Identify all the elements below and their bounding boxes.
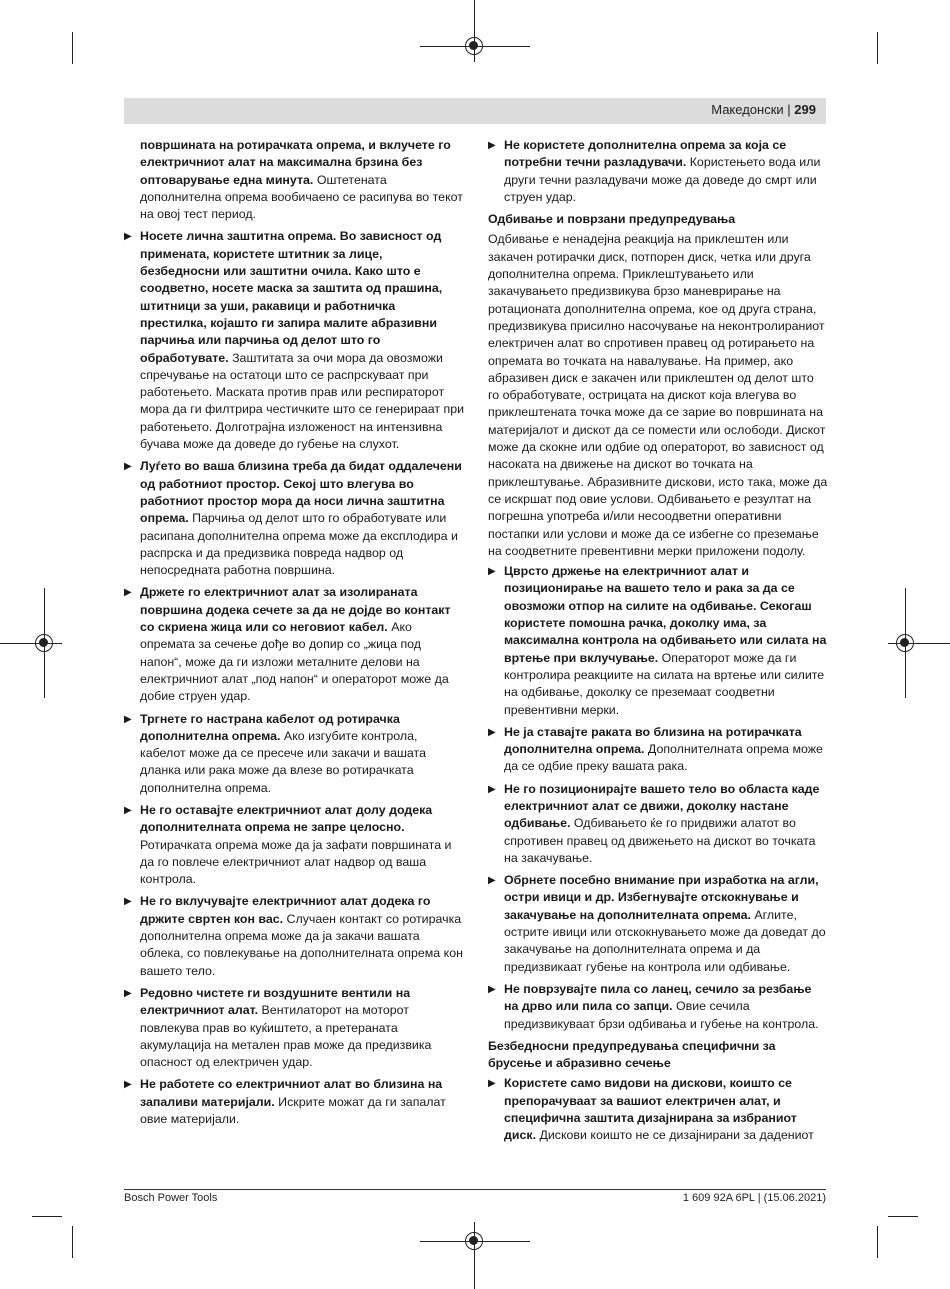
bullet-arrow-icon: ▶ <box>488 1078 496 1090</box>
crop-mark <box>72 32 73 64</box>
left-column <box>124 137 464 1133</box>
list-item <box>488 872 828 976</box>
bullet-arrow-icon: ▶ <box>124 587 132 599</box>
item-text: Дискови коишто не се дизајнирани за дадениот <box>536 1128 814 1143</box>
list-item <box>124 458 464 579</box>
item-text: Користењето вода или други течни разладувачи може да доведе до смрт или струен удар. <box>504 155 821 204</box>
page-header-text <box>711 102 816 117</box>
list-item <box>124 1076 464 1128</box>
registration-mark-icon <box>465 1232 483 1250</box>
page-header <box>124 98 826 124</box>
page-number: 299 <box>794 102 816 117</box>
crop-mark <box>888 1216 918 1217</box>
item-text: Одбивањето ќе го придвижи алатот во спротивен правец од движењето на дискот во точката на закачување. <box>504 816 816 865</box>
bullet-arrow-icon: ▶ <box>488 140 496 151</box>
item-text: Парчиња од делот што го обработувате или расипана дополнителна опрема може да експлодира и распрска и да предизвика повреда надвор од непосредната работна површина. <box>140 511 458 578</box>
item-text: Операторот може да ги контролира реакциите на силата на вртење или силите на одбивање, доколку се преземаат соодветни превентивни мерки. <box>504 650 825 717</box>
bullet-arrow-icon: ▶ <box>488 983 496 995</box>
list-item <box>124 711 464 797</box>
item-bold-text: Луѓето во ваша близина треба да бидат оддалечени од работниот простор. Секој што влегува во работниот простор мора да носи лична заштитна опрема. <box>140 459 462 526</box>
header-separator: | <box>787 102 791 117</box>
item-text: Аглите, острите ивици или отскокнувањето може да доведат до закачување на дополнителната опрема и да предизвикаат губење на контрола или одбивање. <box>504 907 826 974</box>
bullet-arrow-icon: ▶ <box>124 987 132 999</box>
right-column <box>488 137 828 1150</box>
bullet-arrow-icon: ▶ <box>488 875 496 887</box>
list-item <box>488 563 828 719</box>
item-text: Овие сечила предизвикуваат брзи одбивања и губење на контрола. <box>504 999 819 1031</box>
section-paragraph: Одбивање е ненадејна реакција на приклештен или закачен ротирачки диск, потпорен диск, четка или друга дополнителна опрема. Приклештувањето или закачувањето предизвикува брзо маневрирање на ротационата дополнителна опрема, кое од друга страна, предизвикува присилно насочување на неконтролираниот електричен алат во спротивен правец од ротирањето на опремата во точката на навалување. На пример, ако абразивен диск е закачен или приклештен од делот што го обработувате, острицата на дискот која влегува во приклештената точка може да се зарие во површината на материјалот и дискот да се помести или ослободи. Дискот може да скокне или одбие од операторот, во зависност од насоката на движење на дискот во точката на приклештување. Абразивните дискови, исто така, може да се искршат под овие услови. Одбивањето е резултат на погрешна употреба и/или несоодветни оперативни постапки или услови и може да се избегне со преземање на соодветните превентивни мерки приложени подолу. <box>488 232 828 558</box>
list-item <box>488 137 828 206</box>
item-bold-text: Не користете дополнителна опрема за која се потребни течни разладувачи. <box>504 138 787 170</box>
item-text: Дополнителната опрема може да се одбие преку вашата рака. <box>504 742 823 774</box>
list-item <box>124 584 464 705</box>
registration-mark-icon <box>35 634 53 652</box>
section-heading: Одбивање и поврзани предупредувања <box>488 212 736 227</box>
list-item <box>488 1075 828 1144</box>
item-text: Искрите можат да ги запалат овие материјали. <box>140 1094 446 1127</box>
bullet-arrow-icon: ▶ <box>124 461 132 473</box>
crop-mark <box>72 1226 73 1258</box>
bullet-arrow-icon: ▶ <box>124 804 132 816</box>
bullet-arrow-icon: ▶ <box>124 231 132 243</box>
footer-divider <box>124 1189 826 1190</box>
list-item <box>488 781 828 867</box>
item-text: Случаен контакт со ротирачка дополнителна опрема може да ја закачи вашата облека, со повлекување на дополнителната опрема кон вашето тело. <box>140 911 463 978</box>
item-bold-text: Држете го електричниот алат за изолираната површина додека сечете за да не дојде во контакт со скриена жица или со неговиот кабел. <box>140 585 451 635</box>
list-item <box>124 893 464 979</box>
item-bold-text: површината на ротирачката опрема, и вклучете го електричниот алат на максимална брзина без оптоварување една минута. <box>140 138 451 187</box>
item-bold-text: Не го позиционирајте вашето тело во областа каде електричниот алат се движи, доколку настане одбивање. <box>504 781 820 831</box>
item-bold-text: Не работете со електричниот алат во близина на запаливи материјали. <box>140 1077 443 1109</box>
section-heading: Безбедносни предупредувања специфични за брусење и абразивно сечење <box>488 1038 776 1071</box>
item-bold-text: Користете само видови на дискови, коишто се препорачуваат за вашиот електричен алат, и специфична заштита дизајнирана за избраниот диск. <box>504 1076 797 1143</box>
item-text: Оштетената дополнителна опрема вообичаено се расипува во текот на овој тест период. <box>140 172 463 222</box>
bullet-arrow-icon: ▶ <box>124 713 132 725</box>
item-text: Вентилаторот на моторот повлекува прав во куќиштето, а претераната акумулација на метален прав може да предизвика опасност од електричен удар. <box>140 1003 432 1070</box>
item-bold-text: Не поврзувајте пила со ланец, сечило за резбање на дрво или пила со запци. <box>504 981 812 1014</box>
bullet-arrow-icon: ▶ <box>488 726 496 738</box>
item-bold-text: Обрнете посебно внимание при изработка на агли, остри ивици и др. Избегнувајте отскокнување и закачување на дополнителната опрема. <box>504 873 819 922</box>
footer-doc-id: 1 609 92A 6PL | (15.06.2021) <box>682 1192 826 1204</box>
item-bold-text: Не го вклучувајте електричниот алат додека го држите свртен кон вас. <box>140 894 431 926</box>
bullet-arrow-icon: ▶ <box>488 783 496 795</box>
crop-mark <box>877 32 878 64</box>
footer-brand: Bosch Power Tools <box>124 1192 218 1204</box>
bullet-arrow-icon: ▶ <box>488 566 496 578</box>
bullet-arrow-icon: ▶ <box>124 896 132 908</box>
crop-mark <box>32 1216 62 1217</box>
header-language: Македонски <box>711 102 784 117</box>
item-bold-text: Цврсто држење на електричниот алат и позиционирање на вашето тело и рака за да се овозможи отпор на силите на одбивање. Секогаш користете помошна рачка, доколку има, за максимална контрола на одбивањето или силата на вртење при вклучување. <box>504 564 827 665</box>
registration-mark-icon <box>896 634 914 652</box>
list-item <box>124 228 464 453</box>
registration-mark-icon <box>465 37 483 55</box>
item-text: Заштитата за очи мора да овозможи спречување на остатоци што се распрскуваат при работењето. Маската против прав или респираторот мора да ги филтрира честичките што се генерираат при работењето. Долготрајна изложеност на интензивна бучава може да доведе до губење на слухот. <box>140 350 465 452</box>
item-bold-text: Носете лична заштитна опрема. Во зависност од примената, користете штитник за лице, безбедносни или заштитни очила. Како што е соодветно, носете маска за заштита од прашина, штитници за уши, ракавици и работничка престилка, којашто ги запира малите абразивни парчиња или парчиња од делот што го обработувате. <box>140 229 443 365</box>
item-bold-text: Не ја ставајте раката во близина на ротирачката дополнителна опрема. <box>504 724 802 757</box>
list-item <box>124 985 464 1071</box>
list-item <box>124 802 464 888</box>
item-bold-text: Редовно чистете ги воздушните вентили на електричниот алат. <box>140 985 411 1018</box>
continued-item <box>124 137 464 223</box>
item-bold-text: Не го оставајте електричниот алат долу додека дополнителната опрема не запре целосно. <box>140 802 433 835</box>
item-text: Ротирачката опрема може да ја зафати површината и да го повлече електричниот алат надвор од ваша контрола. <box>140 837 452 887</box>
bullet-arrow-icon: ▶ <box>124 1079 132 1091</box>
list-item <box>488 724 828 776</box>
item-text: Ако опремата за сечење дође во допир со „жица под напон“, може да ги изложи металните делови на електричниот алат „под напон“ и операторот може да добие струен удар. <box>140 620 449 704</box>
crop-mark <box>877 1226 878 1258</box>
list-item <box>488 981 828 1033</box>
item-text: Ако изгубите контрола, кабелот може да се пресече или закачи и вашата дланка или рака може да влезе во ротирачката дополнителна опрема. <box>140 728 426 795</box>
item-bold-text: Тргнете го настрана кабелот од ротирачка дополнителна опрема. <box>140 711 400 743</box>
